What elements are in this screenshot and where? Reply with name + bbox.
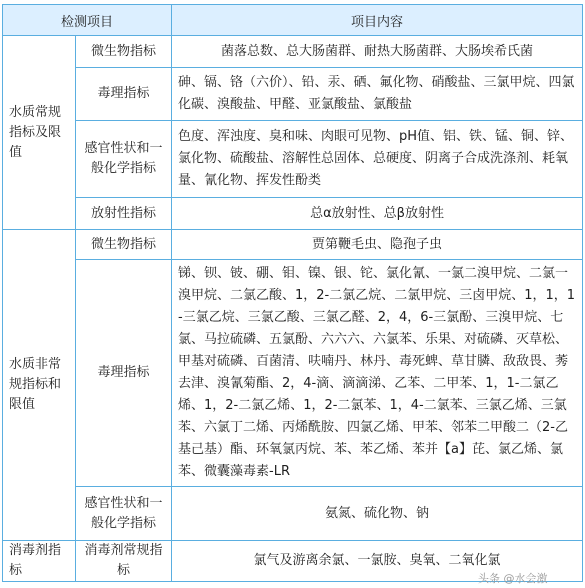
content-cell: 锑、钡、铍、硼、钼、镍、银、铊、氯化氰、一氯二溴甲烷、二氯一溴甲烷、二氯乙酸、1，2-二氯乙烷、二氯甲烷、三卤甲烷、1，1，1-三氯乙烷、三氯乙酸、三氯乙醛、2，4，6-三氯酚、三溴甲烷、七氯、马拉硫磷、五氯酚、六六六、六氯苯、乐果、对硫磷、灭草松、甲基对硫磷、百菌清、呋喃丹、林丹、毒死蜱、草甘膦、敌敌畏、莠去津、溴氰菊酯、2，4-滴、滴滴涕、乙苯、二甲苯、1，1-二氯乙烯、1，2-二氯乙烯、1，2-二氯苯、1，4-二氯苯、三氯乙烯、三氯苯、六氯丁二烯、丙烯酰胺、四氯乙烯、甲苯、邻苯二甲酸二（2-乙基己基）酯、环氧氯丙烷、苯、苯乙烯、苯并【a】芘、氯乙烯、氯苯、微囊藻毒素-LR (172, 260, 583, 487)
category-conventional: 水质常规指标及限值 (3, 36, 76, 230)
table-row (3, 487, 583, 541)
water-quality-table (2, 4, 583, 582)
content-cell: 砷、镉、铬（六价）、铅、汞、硒、氟化物、硝酸盐、三氯甲烷、四氯化碳、溴酸盐、甲醛、亚氯酸盐、氯酸盐 (172, 68, 583, 121)
subcategory-cell: 毒理指标 (76, 68, 172, 121)
content-cell: 总α放射性、总β放射性 (172, 198, 583, 230)
table-row (3, 230, 583, 260)
table-header-row (3, 5, 583, 36)
subcategory-cell: 感官性状和一般化学指标 (76, 121, 172, 198)
table-row (3, 68, 583, 121)
subcategory-cell: 感官性状和一般化学指标 (76, 487, 172, 541)
content-cell: 氯气及游离余氯、一氯胺、臭氧、二氧化氯 (172, 541, 583, 582)
table-row (3, 260, 583, 487)
subcategory-cell: 微生物指标 (76, 36, 172, 68)
subcategory-cell: 毒理指标 (76, 260, 172, 487)
category-nonconventional: 水质非常规指标和限值 (3, 230, 76, 541)
subcategory-cell: 消毒剂常规指标 (76, 541, 172, 582)
category-disinfectant: 消毒剂指标 (3, 541, 76, 582)
content-cell: 贾第鞭毛虫、隐孢子虫 (172, 230, 583, 260)
subcategory-cell: 微生物指标 (76, 230, 172, 260)
subcategory-cell: 放射性指标 (76, 198, 172, 230)
table-row (3, 121, 583, 198)
content-cell: 菌落总数、总大肠菌群、耐热大肠菌群、大肠埃希氏菌 (172, 36, 583, 68)
table-row (3, 198, 583, 230)
header-item-content: 项目内容 (172, 5, 583, 36)
watermark-text: 头条 @水会激 (478, 572, 548, 585)
table-row (3, 36, 583, 68)
content-cell: 色度、浑浊度、臭和味、肉眼可见物、pH值、铝、铁、锰、铜、锌、氯化物、硫酸盐、溶解性总固体、总硬度、阴离子合成洗涤剂、耗氧量、氰化物、挥发性酚类 (172, 121, 583, 198)
header-test-item: 检测项目 (3, 5, 172, 36)
content-cell: 氨氮、硫化物、钠 (172, 487, 583, 541)
